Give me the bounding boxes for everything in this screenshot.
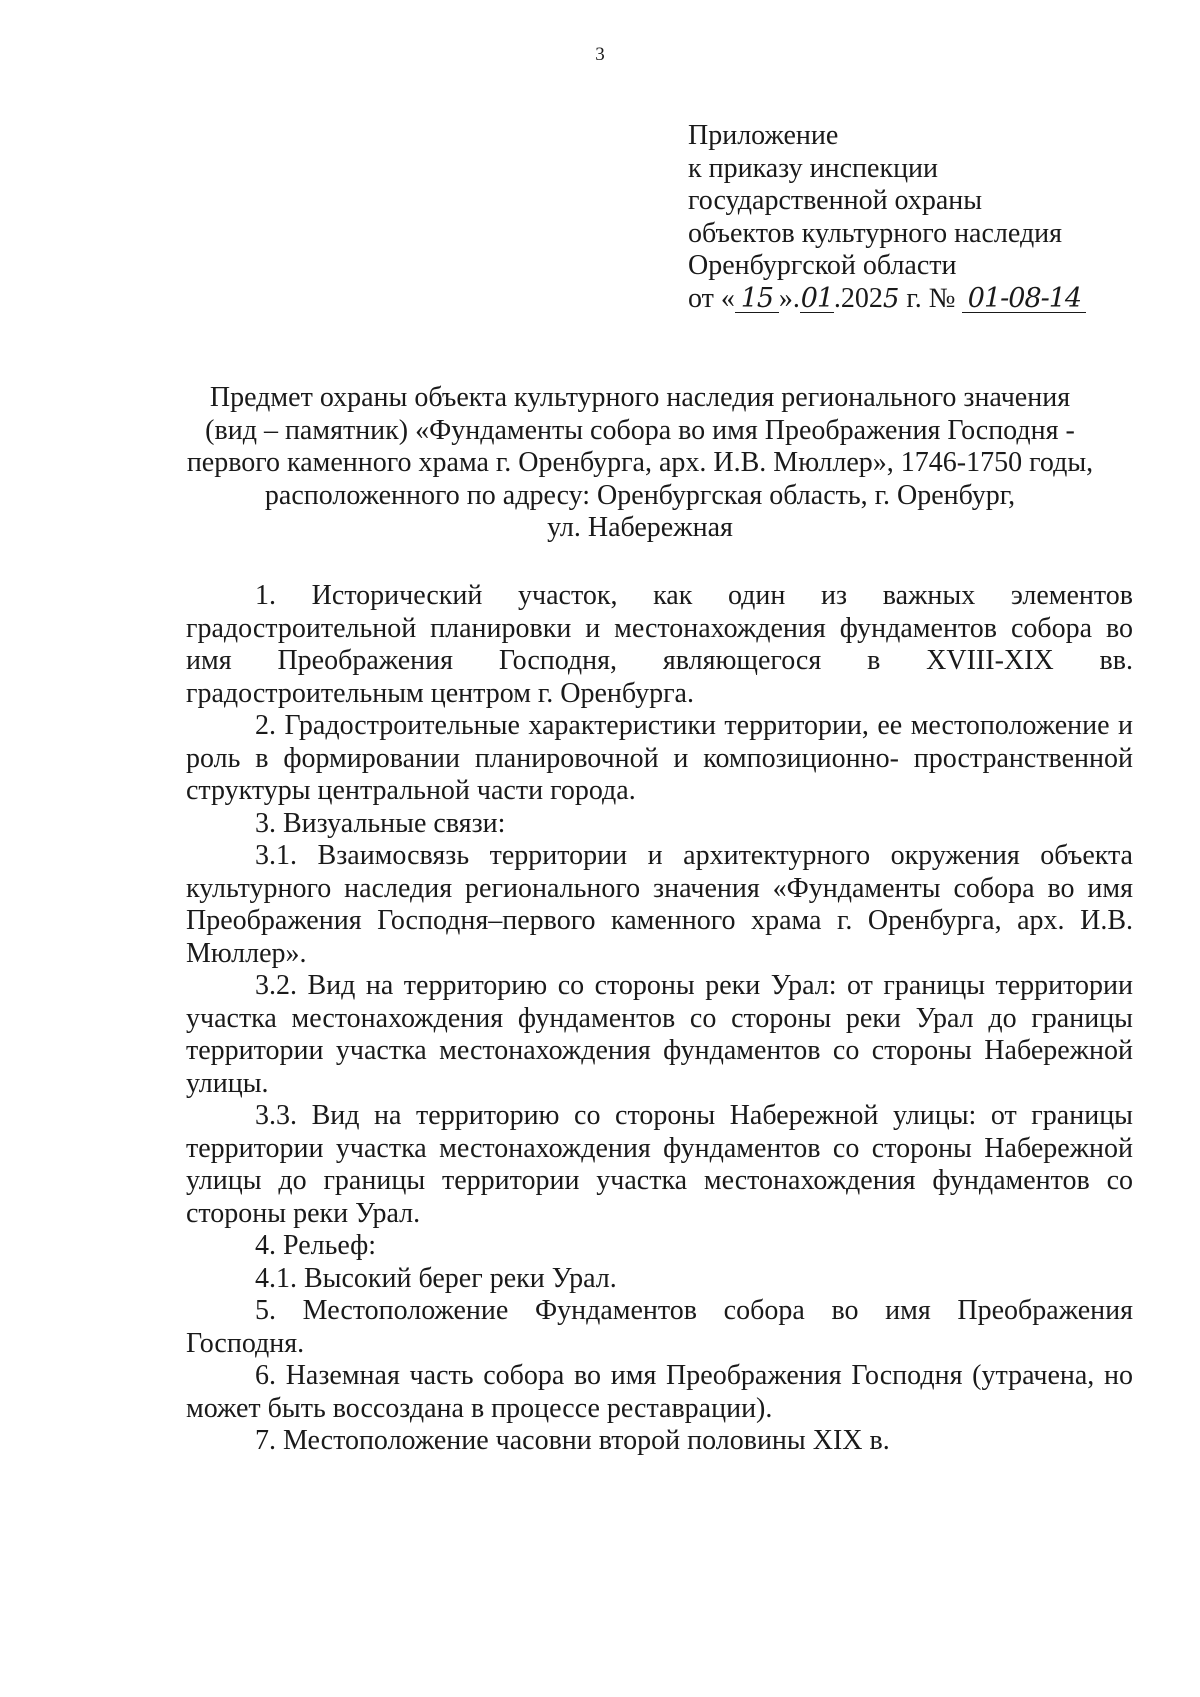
list-item: 4. Рельеф:	[255, 1230, 377, 1261]
title-line: расположенного по адресу: Оренбургская область, г. Оренбург,	[264, 479, 1016, 511]
annex-line: объектов культурного наследия	[688, 217, 1063, 249]
list-item: 3. Визуальные связи:	[255, 807, 506, 839]
date-separator: .	[833, 282, 841, 314]
handwritten-month: 01	[800, 282, 834, 314]
annex-line: Приложение	[688, 120, 839, 151]
page-number: 3	[595, 44, 605, 65]
annex-line: к приказу инспекции	[688, 152, 939, 184]
title-line: ул. Набережная	[547, 512, 733, 543]
title-line: первого каменного храма г. Оренбурга, арх. И.В. Мюллер», 1746-1750 годы,	[186, 447, 1094, 478]
annex-header	[688, 120, 1086, 315]
list-item: 2. Градостроительные характеристики территории, ее местоположение и роль в формировании планировочной и композиционно- пространственной структуры центральной части города.	[186, 710, 1133, 806]
list-item: 6. Наземная часть собора во имя Преображения Господня (утрачена, но может быть воссоздана в процессе реставрации).	[186, 1360, 1133, 1424]
title-line: Предмет охраны объекта культурного наследия регионального значения	[209, 382, 1071, 413]
list-item: 5. Местоположение Фундаментов собора во имя Преображения Господня.	[186, 1295, 1133, 1359]
list-item: 4.1. Высокий берег реки Урал.	[255, 1262, 617, 1294]
document-title	[160, 382, 1120, 545]
annex-line: Оренбургской области	[688, 250, 957, 281]
list-item: 3.2. Вид на территорию со стороны реки Урал: от границы территории участка местонахождения фундаментов со стороны реки Урал до границы территории участка местонахождения фундаментов со стороны Набережной улицы.	[186, 970, 1133, 1099]
date-prefix: от «	[688, 282, 735, 314]
list-item: 3.3. Вид на территорию со стороны Набережной улицы: от границы территории участка местонахождения фундаментов со стороны Набережной улицы до границы территории участка местонахождения фундаментов со стороны реки Урал.	[186, 1100, 1133, 1229]
annex-line: государственной охраны	[688, 185, 983, 216]
annex-date-line	[688, 283, 1086, 316]
list-item: 3.1. Взаимосвязь территории и архитектурного окружения объекта культурного наследия регионального значения «Фундаменты собора во имя Преображения Господня–первого каменного храма г. Оренбурга, арх. И.В. Мюллер».	[186, 840, 1133, 969]
title-line: (вид – памятник) «Фундаменты собора во имя Преображения Господня -	[205, 414, 1075, 446]
date-suffix: г. №	[899, 282, 963, 314]
list-item: 7. Местоположение часовни второй половины XIX в.	[255, 1425, 890, 1456]
date-year-start: 202	[840, 282, 883, 314]
handwritten-order-number: 01-08-14	[962, 286, 1086, 313]
list-item: 1. Исторический участок, как один из важных элементов градостроительной планировки и местонахождения фундаментов собора во имя Преображения Господня, являющегося в XVIII-XIX вв. градостроительным центром г. Оренбурга.	[186, 580, 1133, 709]
handwritten-year-digit: 5	[882, 283, 900, 314]
handwritten-day: 15	[735, 286, 779, 313]
date-separator: ».	[778, 282, 800, 314]
document-body	[186, 580, 1133, 1458]
